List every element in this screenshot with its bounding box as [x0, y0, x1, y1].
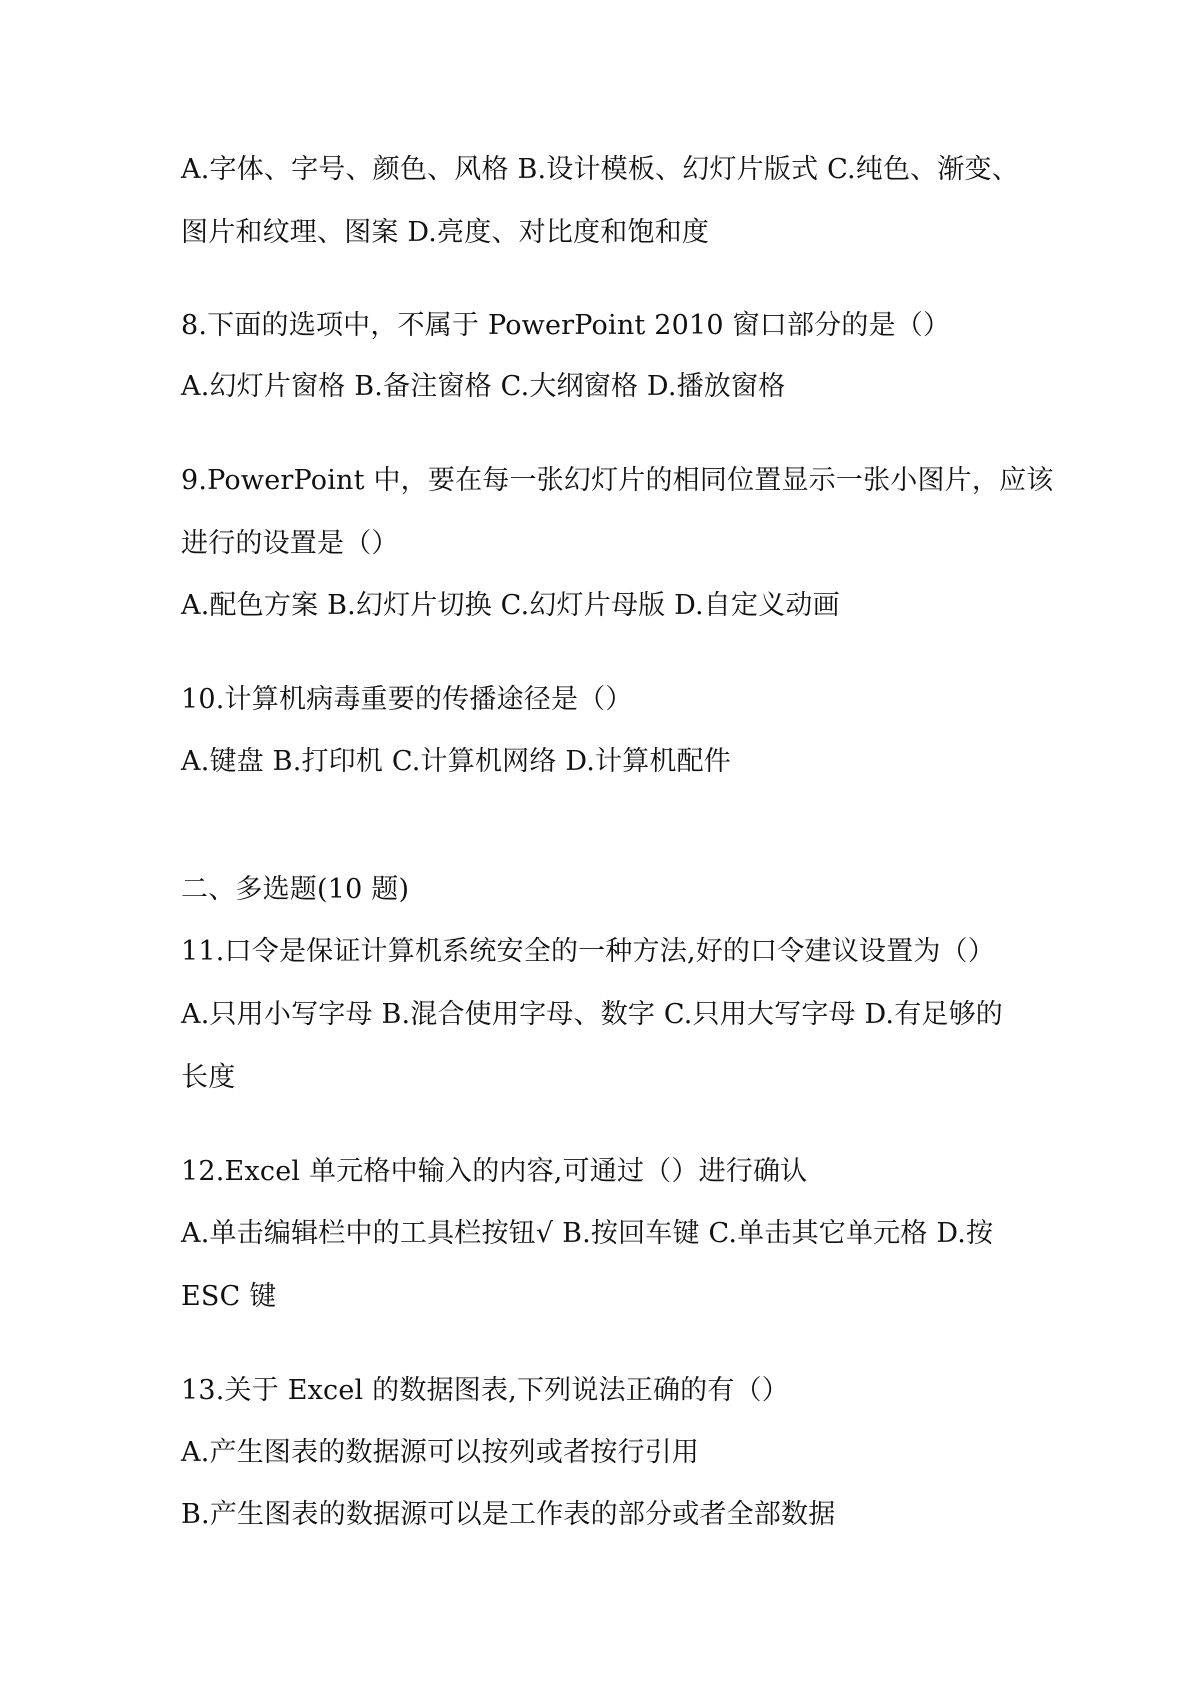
- section-heading-multiple-choice: 二、多选题(10 题): [181, 874, 410, 905]
- q10-options: A.键盘 B.打印机 C.计算机网络 D.计算机配件: [181, 746, 731, 777]
- q10-question: 10.计算机病毒重要的传播途径是（）: [181, 684, 633, 715]
- q12-options-line-1: A.单击编辑栏中的工具栏按钮√ B.按回车键 C.单击其它单元格 D.按: [181, 1218, 994, 1249]
- q9-question-line-1: 9.PowerPoint 中，要在每一张幻灯片的相同位置显示一张小图片，应该: [181, 465, 1054, 496]
- q7-options-line-1: A.字体、字号、颜色、风格 B.设计模板、幻灯片版式 C.纯色、渐变、: [181, 154, 1019, 185]
- q8-question: 8.下面的选项中，不属于 PowerPoint 2010 窗口部分的是（）: [181, 310, 951, 341]
- q11-question: 11.口令是保证计算机系统安全的一种方法,好的口令建议设置为（）: [181, 936, 995, 967]
- q11-options-line-1: A.只用小写字母 B.混合使用字母、数字 C.只用大写字母 D.有足够的: [181, 999, 1003, 1030]
- q11-options-line-2: 长度: [181, 1062, 236, 1093]
- q13-option-a: A.产生图表的数据源可以按列或者按行引用: [181, 1437, 700, 1468]
- q13-option-b: B.产生图表的数据源可以是工作表的部分或者全部数据: [181, 1499, 836, 1530]
- q12-options-line-2: ESC 键: [181, 1281, 277, 1312]
- q12-question: 12.Excel 单元格中输入的内容,可通过（）进行确认: [181, 1156, 808, 1187]
- q9-options: A.配色方案 B.幻灯片切换 C.幻灯片母版 D.自定义动画: [181, 590, 840, 621]
- q9-question-line-2: 进行的设置是（）: [181, 528, 399, 559]
- q7-options-line-2: 图片和纹理、图案 D.亮度、对比度和饱和度: [181, 217, 710, 248]
- q13-question: 13.关于 Excel 的数据图表,下列说法正确的有（）: [181, 1375, 789, 1406]
- q8-options: A.幻灯片窗格 B.备注窗格 C.大纲窗格 D.播放窗格: [181, 371, 786, 402]
